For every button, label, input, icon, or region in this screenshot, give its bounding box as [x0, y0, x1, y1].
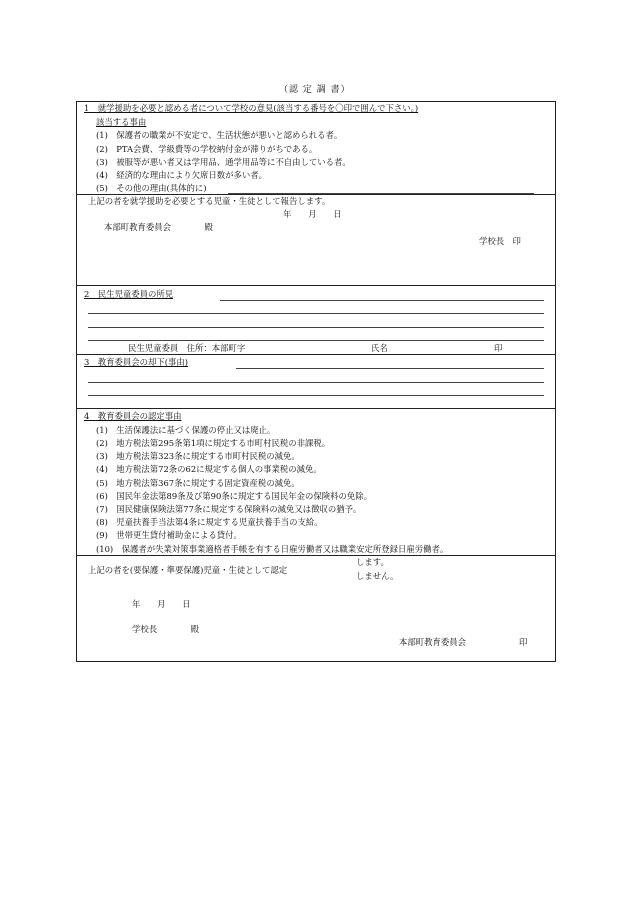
section4-item: (8) 児童扶養手当法第4条に規定する児童扶養手当の支給。 — [96, 517, 323, 527]
section4-item: (7) 国民健康保険法第77条に規定する保険料の減免又は徴収の猶予。 — [96, 504, 362, 514]
section1-item: (5) その他の理由(具体的に) — [96, 183, 207, 193]
principal-signature: 学校長 印 — [479, 236, 521, 246]
section1-item: (1) 保護者の職業が不安定で、生活状態が悪いと認められる者。 — [96, 130, 343, 140]
decline-option[interactable]: しません。 — [356, 571, 399, 581]
section4-item: (4) 地方税法第72条の62に規定する個人の事業税の減免。 — [96, 464, 322, 474]
divider — [76, 194, 556, 195]
section4-item: (10) 保護者が失業対策事業適格者手帳を有する日雇労働者又は職業安定所登録日雇労働者。 — [96, 544, 449, 554]
section1-subheading: 該当する事由 — [96, 117, 147, 127]
addressee: 本部町教育委員会 殿 — [104, 222, 213, 232]
report-text: 上記の者を就学援助を必要とする児童・生徒として報告します。 — [88, 196, 331, 206]
section-divider — [76, 408, 556, 409]
section4-item: (2) 地方税法第295条第1項に規定する市町村民税の非課税。 — [96, 438, 331, 448]
section1-heading: 1 就学援助を必要と認める者について学校の意見(該当する番号を〇印で囲んで下さい。) — [84, 103, 419, 113]
section2-heading: 2 民生児童委員の所見 — [84, 289, 174, 299]
section-divider — [76, 285, 556, 286]
section3-heading: 3 教育委員会の却下(事由) — [84, 357, 188, 367]
document-title: （認 定 調 書） — [279, 85, 351, 95]
section4-item: (1) 生活保護法に基づく保護の停止又は廃止。 — [96, 425, 276, 435]
certification-date: 年 月 日 — [132, 599, 191, 609]
opinion-line[interactable] — [88, 327, 544, 328]
section1-item: (2) PTA会費、学級費等の学校納付金が滞りがちである。 — [96, 144, 318, 154]
opinion-line[interactable] — [88, 340, 544, 341]
certify-option[interactable]: します。 — [356, 557, 389, 567]
section-divider — [76, 354, 556, 355]
section4-item: (5) 地方税法第367条に規定する固定資産税の減免。 — [96, 478, 300, 488]
name-label: 氏名 — [371, 343, 388, 353]
board-name: 本部町教育委員会 — [399, 637, 466, 647]
section-divider — [76, 555, 556, 556]
opinion-line[interactable] — [88, 313, 544, 314]
rejection-line[interactable] — [88, 395, 544, 396]
section4-item: (9) 世帯更生貸付補助金による貸付。 — [96, 530, 242, 540]
rejection-line[interactable] — [88, 382, 544, 383]
board-seal: 印 — [519, 637, 528, 647]
rejection-line[interactable] — [236, 368, 544, 369]
report-date: 年 月 日 — [283, 209, 342, 219]
opinion-line[interactable] — [220, 300, 544, 301]
certification-text: 上記の者を(要保護・準要保護)児童・生徒として認定 — [88, 565, 288, 575]
principal-addressee: 学校長 殿 — [132, 624, 199, 634]
section4-heading: 4 教育委員会の認定事由 — [84, 411, 182, 421]
seal-mark: 印 — [494, 343, 503, 353]
section4-item: (6) 国民年金法第89条及び第90条に規定する国民年金の保険料の免除。 — [96, 491, 373, 501]
section4-item: (3) 地方税法第323条に規定する市町村民税の減免。 — [96, 451, 300, 461]
welfare-commissioner-label: 民生児童委員 住所：本部町字 — [128, 343, 246, 353]
section1-item: (4) 経済的な理由により欠席日数が多い者。 — [96, 170, 267, 180]
section1-item: (3) 被服等が悪い者又は学用品、通学用品等に不自由している者。 — [96, 157, 351, 167]
